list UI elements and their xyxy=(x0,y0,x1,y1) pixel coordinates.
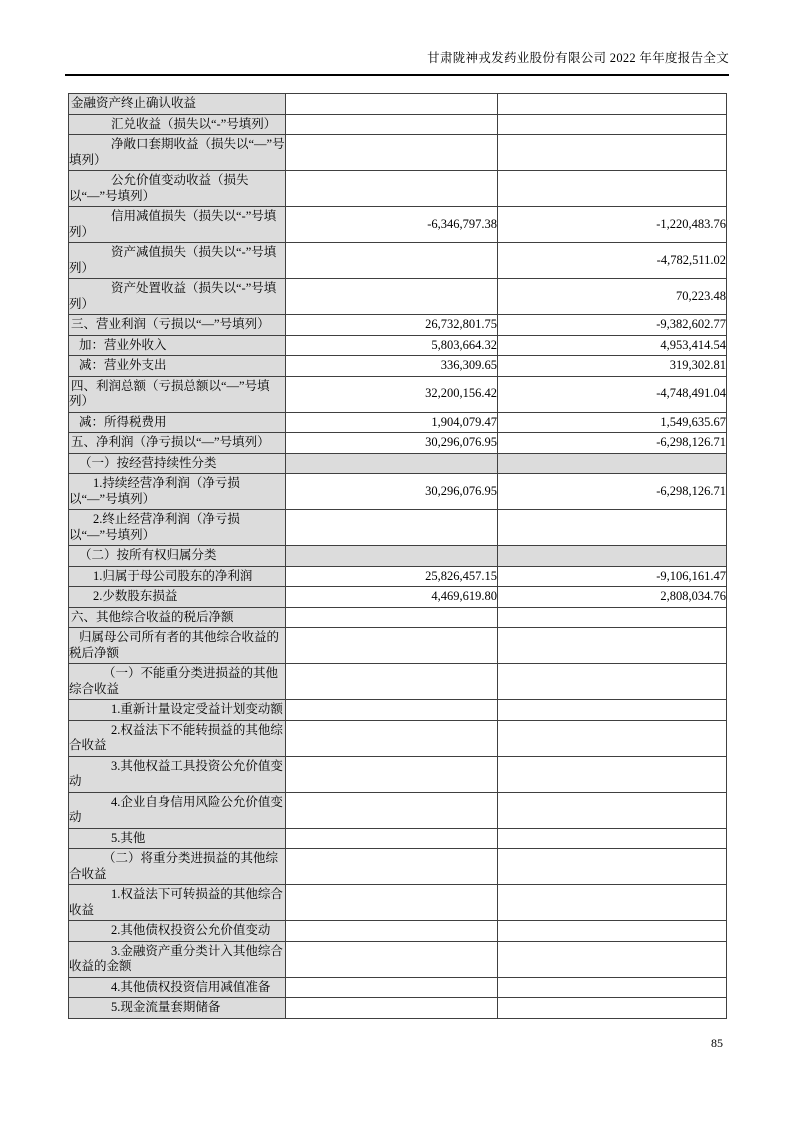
row-label-cell: （一）不能重分类进损益的其他综合收益 xyxy=(69,664,286,700)
row-label-cell: 4.企业自身信用风险公允价值变动 xyxy=(69,792,286,828)
row-label-cell: 信用减值损失（损失以“-”号填列） xyxy=(69,207,286,243)
table-row xyxy=(69,433,727,454)
prior-period-value-cell: 70,223.48 xyxy=(498,279,727,315)
current-period-value-cell: 1,904,079.47 xyxy=(286,412,498,433)
row-label-cell: 2.其他债权投资公允价值变动 xyxy=(69,921,286,942)
current-period-value-cell xyxy=(286,941,498,977)
prior-period-value-cell xyxy=(498,849,727,885)
table-row xyxy=(69,720,727,756)
current-period-value-cell: 30,296,076.95 xyxy=(286,433,498,454)
prior-period-value-cell xyxy=(498,941,727,977)
row-label-cell: 减：营业外支出 xyxy=(69,356,286,377)
current-period-value-cell: 5,803,664.32 xyxy=(286,335,498,356)
current-period-value-cell xyxy=(286,828,498,849)
prior-period-value-cell xyxy=(498,628,727,664)
table-row xyxy=(69,546,727,567)
prior-period-value-cell: -6,298,126.71 xyxy=(498,433,727,454)
table-row xyxy=(69,628,727,664)
prior-period-value-cell xyxy=(498,171,727,207)
row-label-cell: （一）按经营持续性分类 xyxy=(69,453,286,474)
current-period-value-cell xyxy=(286,885,498,921)
row-label-cell: 3.其他权益工具投资公允价值变动 xyxy=(69,756,286,792)
row-label-cell: （二）将重分类进损益的其他综合收益 xyxy=(69,849,286,885)
row-label-cell: 2.终止经营净利润（净亏损以“—”号填列） xyxy=(69,510,286,546)
current-period-value-cell xyxy=(286,171,498,207)
table-row xyxy=(69,566,727,587)
table-row xyxy=(69,756,727,792)
page-footer xyxy=(711,1036,723,1051)
row-label-cell: （二）按所有权归属分类 xyxy=(69,546,286,567)
row-label-cell: 4.其他债权投资信用减值准备 xyxy=(69,977,286,998)
current-period-value-cell: 26,732,801.75 xyxy=(286,315,498,336)
current-period-value-cell xyxy=(286,849,498,885)
table-body xyxy=(69,94,727,1019)
table-row xyxy=(69,792,727,828)
prior-period-value-cell: -4,782,511.02 xyxy=(498,243,727,279)
prior-period-value-cell xyxy=(498,94,727,115)
row-label-cell: 2.少数股东损益 xyxy=(69,587,286,608)
table-row xyxy=(69,700,727,721)
table-row xyxy=(69,977,727,998)
current-period-value-cell xyxy=(286,546,498,567)
prior-period-value-cell xyxy=(498,828,727,849)
row-label-cell: 六、其他综合收益的税后净额 xyxy=(69,607,286,628)
current-period-value-cell xyxy=(286,921,498,942)
prior-period-value-cell xyxy=(498,114,727,135)
row-label-cell: 四、利润总额（亏损总额以“—”号填列） xyxy=(69,376,286,412)
prior-period-value-cell: -4,748,491.04 xyxy=(498,376,727,412)
current-period-value-cell xyxy=(286,279,498,315)
current-period-value-cell: 4,469,619.80 xyxy=(286,587,498,608)
table-row xyxy=(69,279,727,315)
page-number: 85 xyxy=(711,1036,723,1050)
table-row xyxy=(69,114,727,135)
prior-period-value-cell xyxy=(498,510,727,546)
row-label-cell: 公允价值变动收益（损失以“—”号填列） xyxy=(69,171,286,207)
table-row xyxy=(69,135,727,171)
current-period-value-cell: 25,826,457.15 xyxy=(286,566,498,587)
current-period-value-cell xyxy=(286,628,498,664)
current-period-value-cell xyxy=(286,453,498,474)
prior-period-value-cell: -1,220,483.76 xyxy=(498,207,727,243)
row-label-cell: 5.现金流量套期储备 xyxy=(69,998,286,1019)
prior-period-value-cell xyxy=(498,135,727,171)
current-period-value-cell xyxy=(286,977,498,998)
prior-period-value-cell xyxy=(498,546,727,567)
page-header xyxy=(65,48,729,76)
prior-period-value-cell xyxy=(498,756,727,792)
prior-period-value-cell xyxy=(498,885,727,921)
row-label-cell: 5.其他 xyxy=(69,828,286,849)
row-label-cell: 2.权益法下不能转损益的其他综合收益 xyxy=(69,720,286,756)
current-period-value-cell: 32,200,156.42 xyxy=(286,376,498,412)
income-statement-table xyxy=(68,93,727,1019)
row-label-cell: 资产处置收益（损失以“-”号填列） xyxy=(69,279,286,315)
current-period-value-cell xyxy=(286,607,498,628)
row-label-cell: 金融资产终止确认收益 xyxy=(69,94,286,115)
table-row xyxy=(69,510,727,546)
row-label-cell: 三、营业利润（亏损以“—”号填列） xyxy=(69,315,286,336)
prior-period-value-cell: 1,549,635.67 xyxy=(498,412,727,433)
current-period-value-cell xyxy=(286,94,498,115)
table-row xyxy=(69,998,727,1019)
table-row xyxy=(69,412,727,433)
prior-period-value-cell xyxy=(498,792,727,828)
table-row xyxy=(69,171,727,207)
prior-period-value-cell xyxy=(498,998,727,1019)
row-label-cell: 五、净利润（净亏损以“—”号填列） xyxy=(69,433,286,454)
prior-period-value-cell xyxy=(498,921,727,942)
current-period-value-cell xyxy=(286,720,498,756)
prior-period-value-cell: 2,808,034.76 xyxy=(498,587,727,608)
row-label-cell: 1.持续经营净利润（净亏损以“—”号填列） xyxy=(69,474,286,510)
row-label-cell: 归属母公司所有者的其他综合收益的税后净额 xyxy=(69,628,286,664)
table-row xyxy=(69,587,727,608)
table-row xyxy=(69,828,727,849)
table-row xyxy=(69,453,727,474)
table-row xyxy=(69,335,727,356)
current-period-value-cell xyxy=(286,664,498,700)
table-row xyxy=(69,474,727,510)
prior-period-value-cell: -6,298,126.71 xyxy=(498,474,727,510)
table-row xyxy=(69,921,727,942)
current-period-value-cell xyxy=(286,510,498,546)
table-row xyxy=(69,607,727,628)
table-row xyxy=(69,207,727,243)
row-label-cell: 净敞口套期收益（损失以“—”号填列） xyxy=(69,135,286,171)
current-period-value-cell xyxy=(286,700,498,721)
prior-period-value-cell: 4,953,414.54 xyxy=(498,335,727,356)
current-period-value-cell: 30,296,076.95 xyxy=(286,474,498,510)
row-label-cell: 加：营业外收入 xyxy=(69,335,286,356)
prior-period-value-cell xyxy=(498,453,727,474)
current-period-value-cell: -6,346,797.38 xyxy=(286,207,498,243)
row-label-cell: 减：所得税费用 xyxy=(69,412,286,433)
current-period-value-cell xyxy=(286,998,498,1019)
current-period-value-cell xyxy=(286,243,498,279)
prior-period-value-cell: -9,106,161.47 xyxy=(498,566,727,587)
row-label-cell: 1.重新计量设定受益计划变动额 xyxy=(69,700,286,721)
prior-period-value-cell xyxy=(498,977,727,998)
row-label-cell: 3.金融资产重分类计入其他综合收益的金额 xyxy=(69,941,286,977)
prior-period-value-cell xyxy=(498,607,727,628)
current-period-value-cell xyxy=(286,135,498,171)
row-label-cell: 汇兑收益（损失以“-”号填列） xyxy=(69,114,286,135)
row-label-cell: 1.归属于母公司股东的净利润 xyxy=(69,566,286,587)
table-row xyxy=(69,849,727,885)
current-period-value-cell: 336,309.65 xyxy=(286,356,498,377)
header-title: 甘肃陇神戎发药业股份有限公司 2022 年年度报告全文 xyxy=(427,51,729,65)
prior-period-value-cell: 319,302.81 xyxy=(498,356,727,377)
prior-period-value-cell xyxy=(498,720,727,756)
prior-period-value-cell xyxy=(498,664,727,700)
table-row xyxy=(69,94,727,115)
current-period-value-cell xyxy=(286,756,498,792)
table-row xyxy=(69,356,727,377)
table-row xyxy=(69,243,727,279)
current-period-value-cell xyxy=(286,114,498,135)
prior-period-value-cell xyxy=(498,700,727,721)
table-row xyxy=(69,885,727,921)
current-period-value-cell xyxy=(286,792,498,828)
prior-period-value-cell: -9,382,602.77 xyxy=(498,315,727,336)
table-row xyxy=(69,941,727,977)
table-row xyxy=(69,376,727,412)
row-label-cell: 资产减值损失（损失以“-”号填列） xyxy=(69,243,286,279)
table-row xyxy=(69,315,727,336)
table-row xyxy=(69,664,727,700)
row-label-cell: 1.权益法下可转损益的其他综合收益 xyxy=(69,885,286,921)
